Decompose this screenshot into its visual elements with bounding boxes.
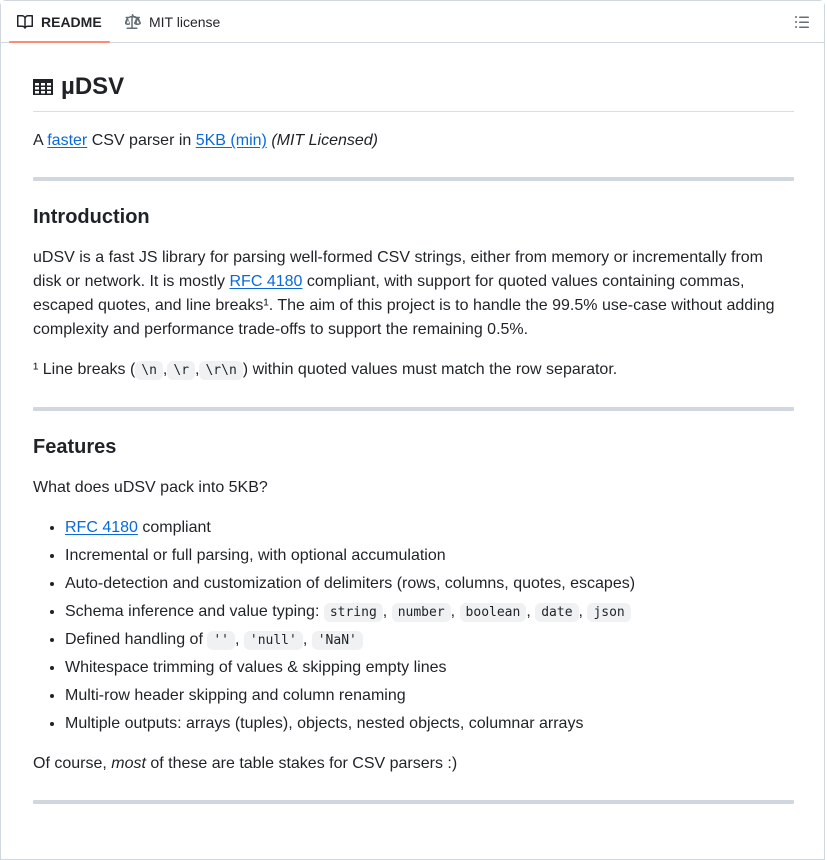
list-item xyxy=(65,600,794,628)
code-string: string xyxy=(324,603,383,622)
code-crlf: \r\n xyxy=(199,361,242,380)
line-break-note xyxy=(33,358,794,383)
list-item-text: Schema inference and value typing: xyxy=(65,603,324,620)
features-outro xyxy=(33,752,794,776)
list-item: • Incremental or full parsing, with optional accumulation xyxy=(65,544,794,572)
list-item: • Auto-detection and customization of delimiters (rows, columns, quotes, escapes) xyxy=(65,572,794,600)
tab-readme-label: README xyxy=(41,13,102,30)
scale-icon xyxy=(125,14,141,30)
separator: , xyxy=(234,631,244,648)
page-title-text: µDSV xyxy=(61,73,125,100)
introduction-heading: Introduction xyxy=(33,206,150,228)
code-null: 'null' xyxy=(244,631,303,650)
comma: , xyxy=(162,361,168,378)
tab-readme[interactable] xyxy=(9,1,110,42)
separator: , xyxy=(526,603,536,620)
rfc-4180-link[interactable]: RFC 4180 xyxy=(65,519,138,536)
list-unordered-icon xyxy=(794,14,810,30)
note-text: ) within quoted values must match the row separator. xyxy=(242,361,618,378)
outro-text: of these are table stakes for CSV parsers :) xyxy=(145,755,458,772)
separator: , xyxy=(578,603,588,620)
code-nan: 'NaN' xyxy=(312,631,363,650)
outro-emphasis: most xyxy=(111,755,146,772)
table-icon xyxy=(33,77,53,97)
separator: , xyxy=(450,603,460,620)
faster-link[interactable]: faster xyxy=(47,132,88,149)
introduction-paragraph xyxy=(33,246,794,342)
features-intro: What does uDSV pack into 5KB? xyxy=(33,479,268,496)
license-note: (MIT Licensed) xyxy=(271,132,379,149)
code-newline: \n xyxy=(135,361,163,380)
rfc-4180-link[interactable]: RFC 4180 xyxy=(229,273,303,290)
code-date: date xyxy=(535,603,578,622)
list-item-text: Defined handling of xyxy=(65,631,208,648)
list-item-text: compliant xyxy=(137,519,211,536)
table-of-contents-button[interactable] xyxy=(788,9,816,35)
intro-text: compliant, with support for quoted values containing commas, escaped quotes, and line breaks¹. The aim of this project is to handle the 99.5% use-case without adding complexity and performance trade-offs to support the remaining 0.5%. xyxy=(33,273,775,338)
list-item: • Whitespace trimming of values & skipping empty lines xyxy=(65,656,794,684)
code-number: number xyxy=(392,603,451,622)
code-json: json xyxy=(587,603,630,622)
list-item: • Multiple outputs: arrays (tuples), objects, nested objects, columnar arrays xyxy=(65,712,794,740)
code-boolean: boolean xyxy=(460,603,527,622)
divider xyxy=(33,800,794,804)
features-list xyxy=(33,516,794,740)
tab-mit-license[interactable] xyxy=(117,1,228,42)
code-carriage-return: \r xyxy=(167,361,195,380)
list-item xyxy=(65,516,794,544)
book-icon xyxy=(17,14,33,30)
page-title xyxy=(33,73,794,112)
code-empty-string: '' xyxy=(207,631,235,650)
tagline-text: A xyxy=(33,132,48,149)
comma: , xyxy=(195,361,200,378)
list-item xyxy=(65,628,794,656)
outro-text: Of course, xyxy=(33,755,112,772)
features-heading: Features xyxy=(33,436,117,458)
divider xyxy=(33,177,794,181)
tagline xyxy=(33,129,794,153)
tagline-text: CSV parser in xyxy=(87,132,196,149)
size-link[interactable]: 5KB (min) xyxy=(195,132,267,149)
list-item: • Multi-row header skipping and column renaming xyxy=(65,684,794,712)
note-text: ¹ Line breaks ( xyxy=(33,361,136,378)
readme-tab-bar xyxy=(1,1,824,43)
separator: , xyxy=(302,631,312,648)
separator: , xyxy=(382,603,392,620)
divider xyxy=(33,407,794,411)
tab-license-label: MIT license xyxy=(149,13,221,30)
intro-text: uDSV is a fast JS library for parsing well-formed CSV strings, either from memory or incrementally from disk or network. It is mostly xyxy=(33,249,763,290)
